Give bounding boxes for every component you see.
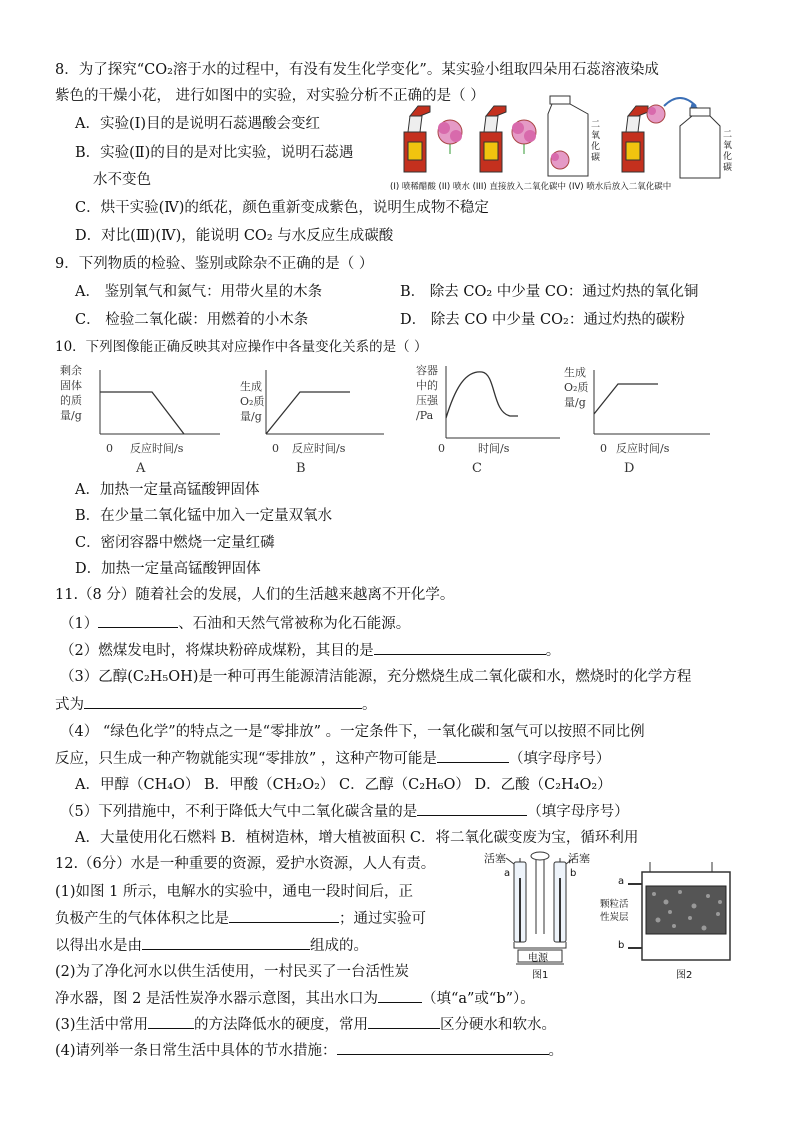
gas-jar-icon-1 xyxy=(548,96,588,176)
q10-stem: 10．下列图像能正确反映其对应操作中各量变化关系的是（ ） xyxy=(55,339,428,355)
q11-part4-options: A．甲醇（CH₄O） B．甲酸（CH₂O₂） C．乙醇（C₂H₆O） D．乙酸（C₂H₄O₂） xyxy=(75,777,612,793)
graph-c-origin: 0 xyxy=(438,442,445,455)
q8-stem-line1: 8．为了探究“CO₂溶于水的过程中，有没有发生化学变化”。某实验小组取四朵用石蕊溶液染成 xyxy=(55,62,659,78)
q12-part1-blank1[interactable] xyxy=(229,908,339,923)
q10-option-d: D．加热一定量高锰酸钾固体 xyxy=(75,561,261,577)
jar-label-1: 二氧化碳 xyxy=(591,120,601,163)
fig2-layer-label-2: 性炭层 xyxy=(600,912,629,923)
q11-part1-text: 、石油和天然气常被称为化石能源。 xyxy=(178,616,411,632)
q12-part4-blank[interactable] xyxy=(337,1040,549,1055)
jar-label-2: 二氧化碳 xyxy=(723,130,733,173)
graph-b-letter: B xyxy=(296,461,306,476)
q11-part1-blank[interactable] xyxy=(98,613,178,628)
q12-part3-suffix: 区分硬水和软水。 xyxy=(440,1017,557,1033)
q9-stem: 9．下列物质的检验、鉴别或除杂不正确的是（ ） xyxy=(55,256,374,272)
graph-d-ylabel-1: O₂质 xyxy=(564,381,589,394)
graph-d-origin: 0 xyxy=(600,442,607,455)
q12-part3 xyxy=(55,1014,556,1035)
q11-part4-suffix: （填字母序号） xyxy=(508,751,611,767)
sprayer-icon-3 xyxy=(622,106,648,172)
flower-icon-2 xyxy=(512,120,536,154)
graph-d-letter: D xyxy=(624,461,635,476)
q11-part2-blank[interactable] xyxy=(374,640,546,655)
q10-option-a: A．加热一定量高锰酸钾固体 xyxy=(75,482,260,498)
sprayer-icon-1 xyxy=(404,106,430,172)
q12-part1-text3: 以得出水是由 xyxy=(55,938,142,954)
q8-option-c: C．烘干实验(Ⅳ)的纸花，颜色重新变成紫色，说明生成物不稳定 xyxy=(75,200,489,216)
flower-icon-3 xyxy=(647,105,665,123)
graph-d-ylabel-0: 生成 xyxy=(564,366,586,379)
fig1-valve-right: 活塞 xyxy=(568,852,590,865)
q8-option-b-line1: B．实验(Ⅱ)的目的是对比实验，说明石蕊遇 xyxy=(75,145,354,161)
graph-d-curve xyxy=(594,384,658,414)
q11-part5-line1 xyxy=(60,801,629,822)
q9-option-d: D． 除去 CO 中少量 CO₂：通过灼热的碳粉 xyxy=(400,312,685,328)
q12-part1-line2 xyxy=(55,908,426,929)
q11-part1-prefix: （1） xyxy=(60,616,99,632)
graph-c-xlabel: 时间/s xyxy=(478,442,510,455)
graph-c-ylabel-2: 压强 xyxy=(416,394,438,407)
graph-d-ylabel-2: 量/g xyxy=(564,396,586,409)
q12-part3-blank1[interactable] xyxy=(148,1014,194,1029)
fig1-label-a: a xyxy=(504,868,511,879)
q9-option-b: B． 除去 CO₂ 中少量 CO：通过灼热的氧化铜 xyxy=(400,284,699,300)
graph-c-letter: C xyxy=(472,461,482,476)
q12-part1-line3 xyxy=(55,935,368,956)
q11-part4-line2 xyxy=(55,748,610,769)
graph-a-letter: A xyxy=(136,461,146,476)
graph-b-ylabel-2: 量/g xyxy=(240,410,262,423)
fig1-valve-left: 活塞 xyxy=(484,852,506,865)
q11-part5-suffix: （填字母序号） xyxy=(527,804,629,820)
q9-option-c: C． 检验二氧化碳：用燃着的小木条 xyxy=(75,312,309,328)
q12-stem: 12.（6分）水是一种重要的资源，爱护水资源，人人有责。 xyxy=(55,856,436,872)
graph-c-ylabel-3: /Pa xyxy=(416,409,434,422)
graph-c-ylabel-1: 中的 xyxy=(416,379,438,392)
q12-part2-suffix: （填“a”或“b”）。 xyxy=(421,991,535,1007)
figure-1-electrolysis xyxy=(478,848,598,982)
q11-part2-text: （2）燃煤发电时，将煤块粉碎成煤粉，其目的是 xyxy=(60,643,374,659)
graph-d-xlabel: 反应时间/s xyxy=(616,442,670,455)
q12-part1-text4: 组成的。 xyxy=(310,938,368,954)
graph-a-xlabel: 反应时间/s xyxy=(130,442,184,455)
fig2-caption: 图2 xyxy=(676,970,693,981)
graph-b-origin: 0 xyxy=(272,442,279,455)
graph-b-curve xyxy=(266,392,350,434)
q11-part5-text: （5）下列措施中，不利于降低大气中二氧化碳含量的是 xyxy=(60,804,418,820)
q12-part4: (4)请列举一条日常生活中具体的节水措施： 。 xyxy=(55,1040,563,1061)
graph-c-curve xyxy=(446,372,518,418)
graph-b-ylabel-1: O₂质 xyxy=(240,395,265,408)
graph-a-ylabel-2: 的质 xyxy=(60,394,82,407)
q12-part3-text: (3)生活中常用 xyxy=(55,1017,149,1033)
q11-part5-options: A．大量使用化石燃料 B．植树造林，增大植被面积 C．将二氧化碳变废为宝，循环利用 xyxy=(75,830,639,846)
q10-graphs xyxy=(60,362,750,477)
fig2-label-a: a xyxy=(618,876,625,887)
q11-part3-line1: （3）乙醇(C₂H₅OH)是一种可再生能源清洁能源，充分燃烧生成二氧化碳和水，燃烧时的化学方程 xyxy=(60,669,692,685)
fig1-power-label: 电源 xyxy=(528,953,548,964)
q10-option-b: B．在少量二氧化锰中加入一定量双氧水 xyxy=(75,508,333,524)
q12-part2-line1: (2)为了净化河水以供生活使用，一村民买了一台活性炭 xyxy=(55,964,410,980)
q11-part4-line1: （4） “绿色化学”的特点之一是“零排放” 。一定条件下，一氧化碳和氢气可以按照不同比例 xyxy=(60,724,645,740)
q12-part4-text: (4)请列举一条日常生活中具体的节水措施： xyxy=(55,1043,337,1059)
graph-d xyxy=(564,365,710,476)
graph-a-curve xyxy=(100,392,184,434)
q11-part4-blank[interactable] xyxy=(437,748,509,763)
q12-part1-text: 负极产生的气体体积之比是 xyxy=(55,911,229,927)
q8-figure-caption: (I) 喷稀醋酸 (II) 喷水 (III) 直接放入二氧化碳中 (IV) 喷水后放入二氧化碳中 xyxy=(390,182,672,192)
q11-part3-blank[interactable] xyxy=(84,694,362,709)
q8-option-a: A．实验(Ⅰ)目的是说明石蕊遇酸会变红 xyxy=(75,116,321,132)
q11-part2: （2）燃煤发电时，将煤块粉碎成煤粉，其目的是 。 xyxy=(60,640,560,661)
q11-stem: 11.（8 分）随着社会的发展，人们的生活越来越离不开化学。 xyxy=(55,587,455,603)
q9-option-a: A． 鉴别氧气和氮气：用带火星的木条 xyxy=(75,284,323,300)
q12-part1-line1: (1)如图 1 所示，电解水的实验中，通电一段时间后，正 xyxy=(55,884,413,900)
q11-part4-text: 反应，只生成一种产物就能实现“零排放” ，这种产物可能是 xyxy=(55,751,437,767)
flower-icon-1 xyxy=(438,120,462,154)
q11-part1 xyxy=(60,613,410,634)
gas-jar-icon-2 xyxy=(680,108,720,178)
fig2-label-b: b xyxy=(618,940,625,951)
q8-option-b-line2: 水不变色 xyxy=(93,172,151,188)
q12-part3-text2: 的方法降低水的硬度，常用 xyxy=(194,1017,369,1033)
fig1-caption: 图1 xyxy=(532,970,549,981)
fig1-label-b: b xyxy=(570,868,577,879)
q8-stem-line2: 紫色的干燥小花， 进行如图中的实验，对实验分析不正确的是（ ） xyxy=(55,88,485,104)
q12-part1-text2: ；通过实验可 xyxy=(339,911,426,927)
graph-a-ylabel-3: 量/g xyxy=(60,409,82,422)
graph-a-ylabel-0: 剩余 xyxy=(60,364,82,377)
q11-part3-line2: 式为 。 xyxy=(55,694,377,715)
q12-part2-line2 xyxy=(55,988,535,1009)
graph-c-ylabel-0: 容器 xyxy=(416,364,438,377)
graph-a-ylabel-1: 固体 xyxy=(60,379,82,392)
graph-c xyxy=(416,363,560,476)
figure-2-carbon-filter xyxy=(600,858,750,982)
q10-option-c: C．密闭容器中燃烧一定量红磷 xyxy=(75,535,275,551)
q11-part3-prefix: 式为 xyxy=(55,697,84,713)
q12-part2-text: 净水器，图 2 是活性炭净水器示意图，其出水口为 xyxy=(55,991,378,1007)
sprayer-icon-2 xyxy=(480,106,506,172)
q11-part5-blank[interactable] xyxy=(417,801,527,816)
q12-part1-blank2[interactable] xyxy=(142,935,310,950)
graph-b-xlabel: 反应时间/s xyxy=(292,442,346,455)
graph-a xyxy=(60,363,220,476)
q12-part3-blank2[interactable] xyxy=(368,1014,440,1029)
fig2-layer-label-1: 颗粒活 xyxy=(600,899,629,910)
graph-a-origin: 0 xyxy=(106,442,113,455)
graph-b-ylabel-0: 生成 xyxy=(240,380,262,393)
q8-option-d: D．对比(Ⅲ)(Ⅳ)，能说明 CO₂ 与水反应生成碳酸 xyxy=(75,228,394,244)
q12-part2-blank[interactable] xyxy=(378,988,422,1003)
graph-b xyxy=(240,370,384,476)
q8-experiment-figure xyxy=(390,92,758,197)
